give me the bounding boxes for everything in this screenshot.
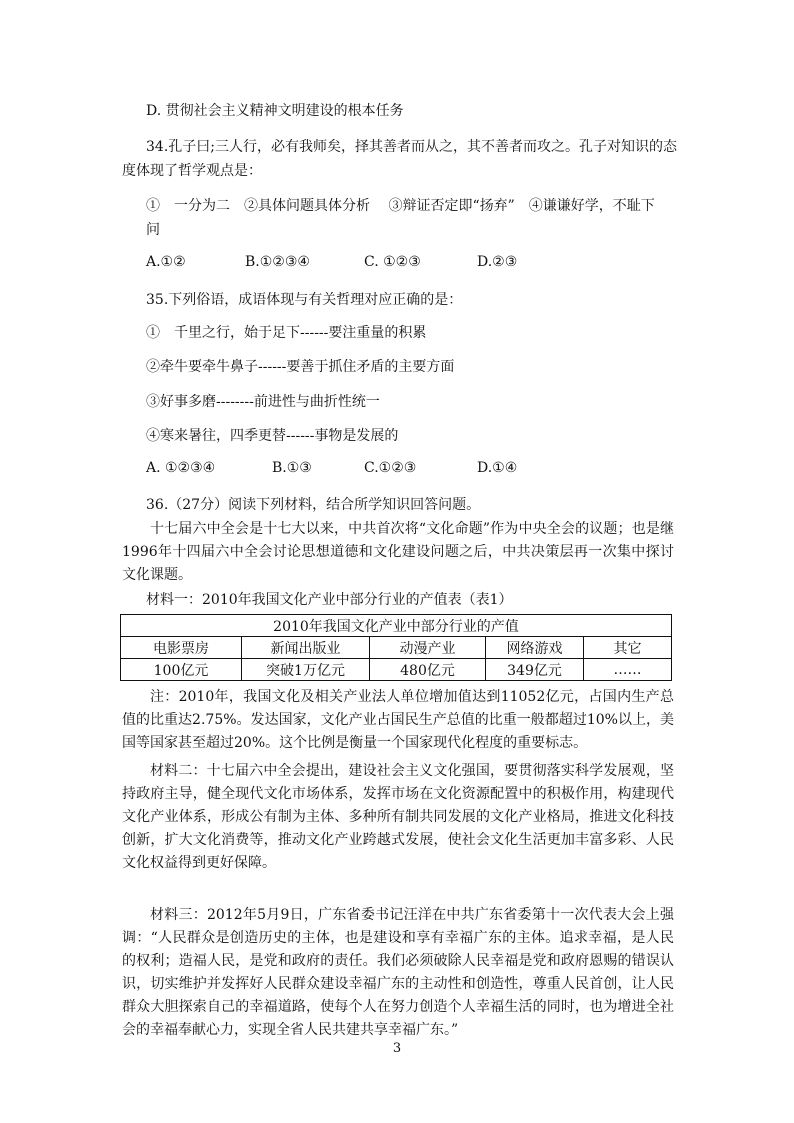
q35-choice-a: A. ①②③④ bbox=[146, 460, 216, 476]
q35-stem: 35.下列俗语，成语体现与有关哲理对应正确的是： bbox=[146, 292, 463, 308]
q34-choice-c: C. ①②③ bbox=[364, 254, 421, 270]
q34-stem-line2: 度体现了哲学观点是： bbox=[122, 163, 262, 179]
table-caption: 2010年我国文化产业中部分行业的产值 bbox=[121, 615, 672, 637]
table-header: 动漫产业 bbox=[370, 637, 486, 659]
q36-intro: 十七届六中全会是十七大以来，中共首次将“文化命题”作为中央全会的议题；也是继1996年十四届六中全会讨论思想道德和文化建设问题之后，中共决策层再一次集中探讨文化课题。 bbox=[122, 521, 674, 583]
table-row bbox=[121, 659, 672, 681]
q34-choice-d: D.②③ bbox=[477, 254, 518, 270]
table-cell: 480亿元 bbox=[370, 659, 486, 681]
q33-option-d: D. 贯彻社会主义精神文明建设的根本任务 bbox=[146, 103, 404, 119]
q34-choice-a: A.①② bbox=[146, 254, 186, 270]
q35-choice-c: C.①②③ bbox=[364, 460, 417, 476]
output-value-table bbox=[120, 614, 672, 681]
table-header: 网络游戏 bbox=[486, 637, 584, 659]
table-header: 其它 bbox=[584, 637, 672, 659]
material3: 材料三：2012年5月9日，广东省委书记汪洋在中共广东省委第十一次代表大会上强调：“人民群众是创造历史的主体，也是建设和享有幸福广东的主体。追求幸福，是人民的权利；造福人民，是党和政府的责任。我们必须破除人民幸福是党和政府恩赐的错误认识，切实维护并发挥好人民群众建设幸福广东的主动性和创造性，尊重人民首创，让人民群众大胆探索自己的幸福道路，使每个人在努力创造个人幸福生活的同时，也为增进全社会的幸福奉献心力，实现全省人民共建共享幸福广东。” bbox=[122, 907, 674, 1038]
table-header: 电影票房 bbox=[121, 637, 242, 659]
table-header: 新闻出版业 bbox=[242, 637, 370, 659]
table-header-row bbox=[121, 637, 672, 659]
q35-item-1: ① 千里之行，始于足下------要注重量的积累 bbox=[146, 325, 427, 341]
table-cell: 100亿元 bbox=[121, 659, 242, 681]
q35-item-3: ③好事多磨--------前进性与曲折性统一 bbox=[146, 394, 380, 410]
material2: 材料二：十七届六中全会提出，建设社会主义文化强国，要贯彻落实科学发展观，坚持政府主导，健全现代文化市场体系，发挥市场在文化资源配置中的积极作用，构建现代文化产业体系，形成公有制为主体、多种所有制共同发展的文化产业格局，推进文化科技创新，扩大文化消费等，推动文化产业跨越式发展，使社会文化生活更加丰富多彩、人民文化权益得到更好保障。 bbox=[122, 763, 674, 871]
q36-stem: 36.（27分）阅读下列材料，结合所学知识回答问题。 bbox=[146, 497, 481, 513]
q34-items-line1: ① 一分为二 ②具体问题具体分析 ③辩证否定即“扬弃” ④谦谦好学，不耻下 bbox=[146, 198, 655, 214]
table-cell: …… bbox=[584, 659, 672, 681]
q34-items-line2: 问 bbox=[146, 222, 160, 238]
q35-choice-d: D.①④ bbox=[477, 460, 518, 476]
table-cell: 349亿元 bbox=[486, 659, 584, 681]
material1-title: 材料一：2010年我国文化产业中部分行业的产值表（表1） bbox=[146, 592, 513, 608]
q35-choice-b: B.①③ bbox=[272, 460, 312, 476]
table-cell: 突破1万亿元 bbox=[242, 659, 370, 681]
page-number: 3 bbox=[392, 1041, 402, 1056]
table-note: 注：2010年，我国文化及相关产业法人单位增加值达到11052亿元，占国内生产总值的比重达2.75%。发达国家，文化产业占国民生产总值的比重一般都超过10%以上，美国等国家甚至超过20%。这个比例是衡量一个国家现代化程度的重要标志。 bbox=[122, 689, 674, 751]
q35-item-4: ④寒来暑往，四季更替------事物是发展的 bbox=[146, 428, 399, 444]
table-caption-row bbox=[121, 615, 672, 637]
q34-stem-line1: 34.孔子曰;三人行，必有我师矣，择其善者而从之，其不善者而攻之。孔子对知识的态 bbox=[146, 139, 677, 155]
q34-choice-b: B.①②③④ bbox=[245, 254, 310, 270]
q35-item-2: ②牵牛要牵牛鼻子------要善于抓住矛盾的主要方面 bbox=[146, 359, 455, 375]
